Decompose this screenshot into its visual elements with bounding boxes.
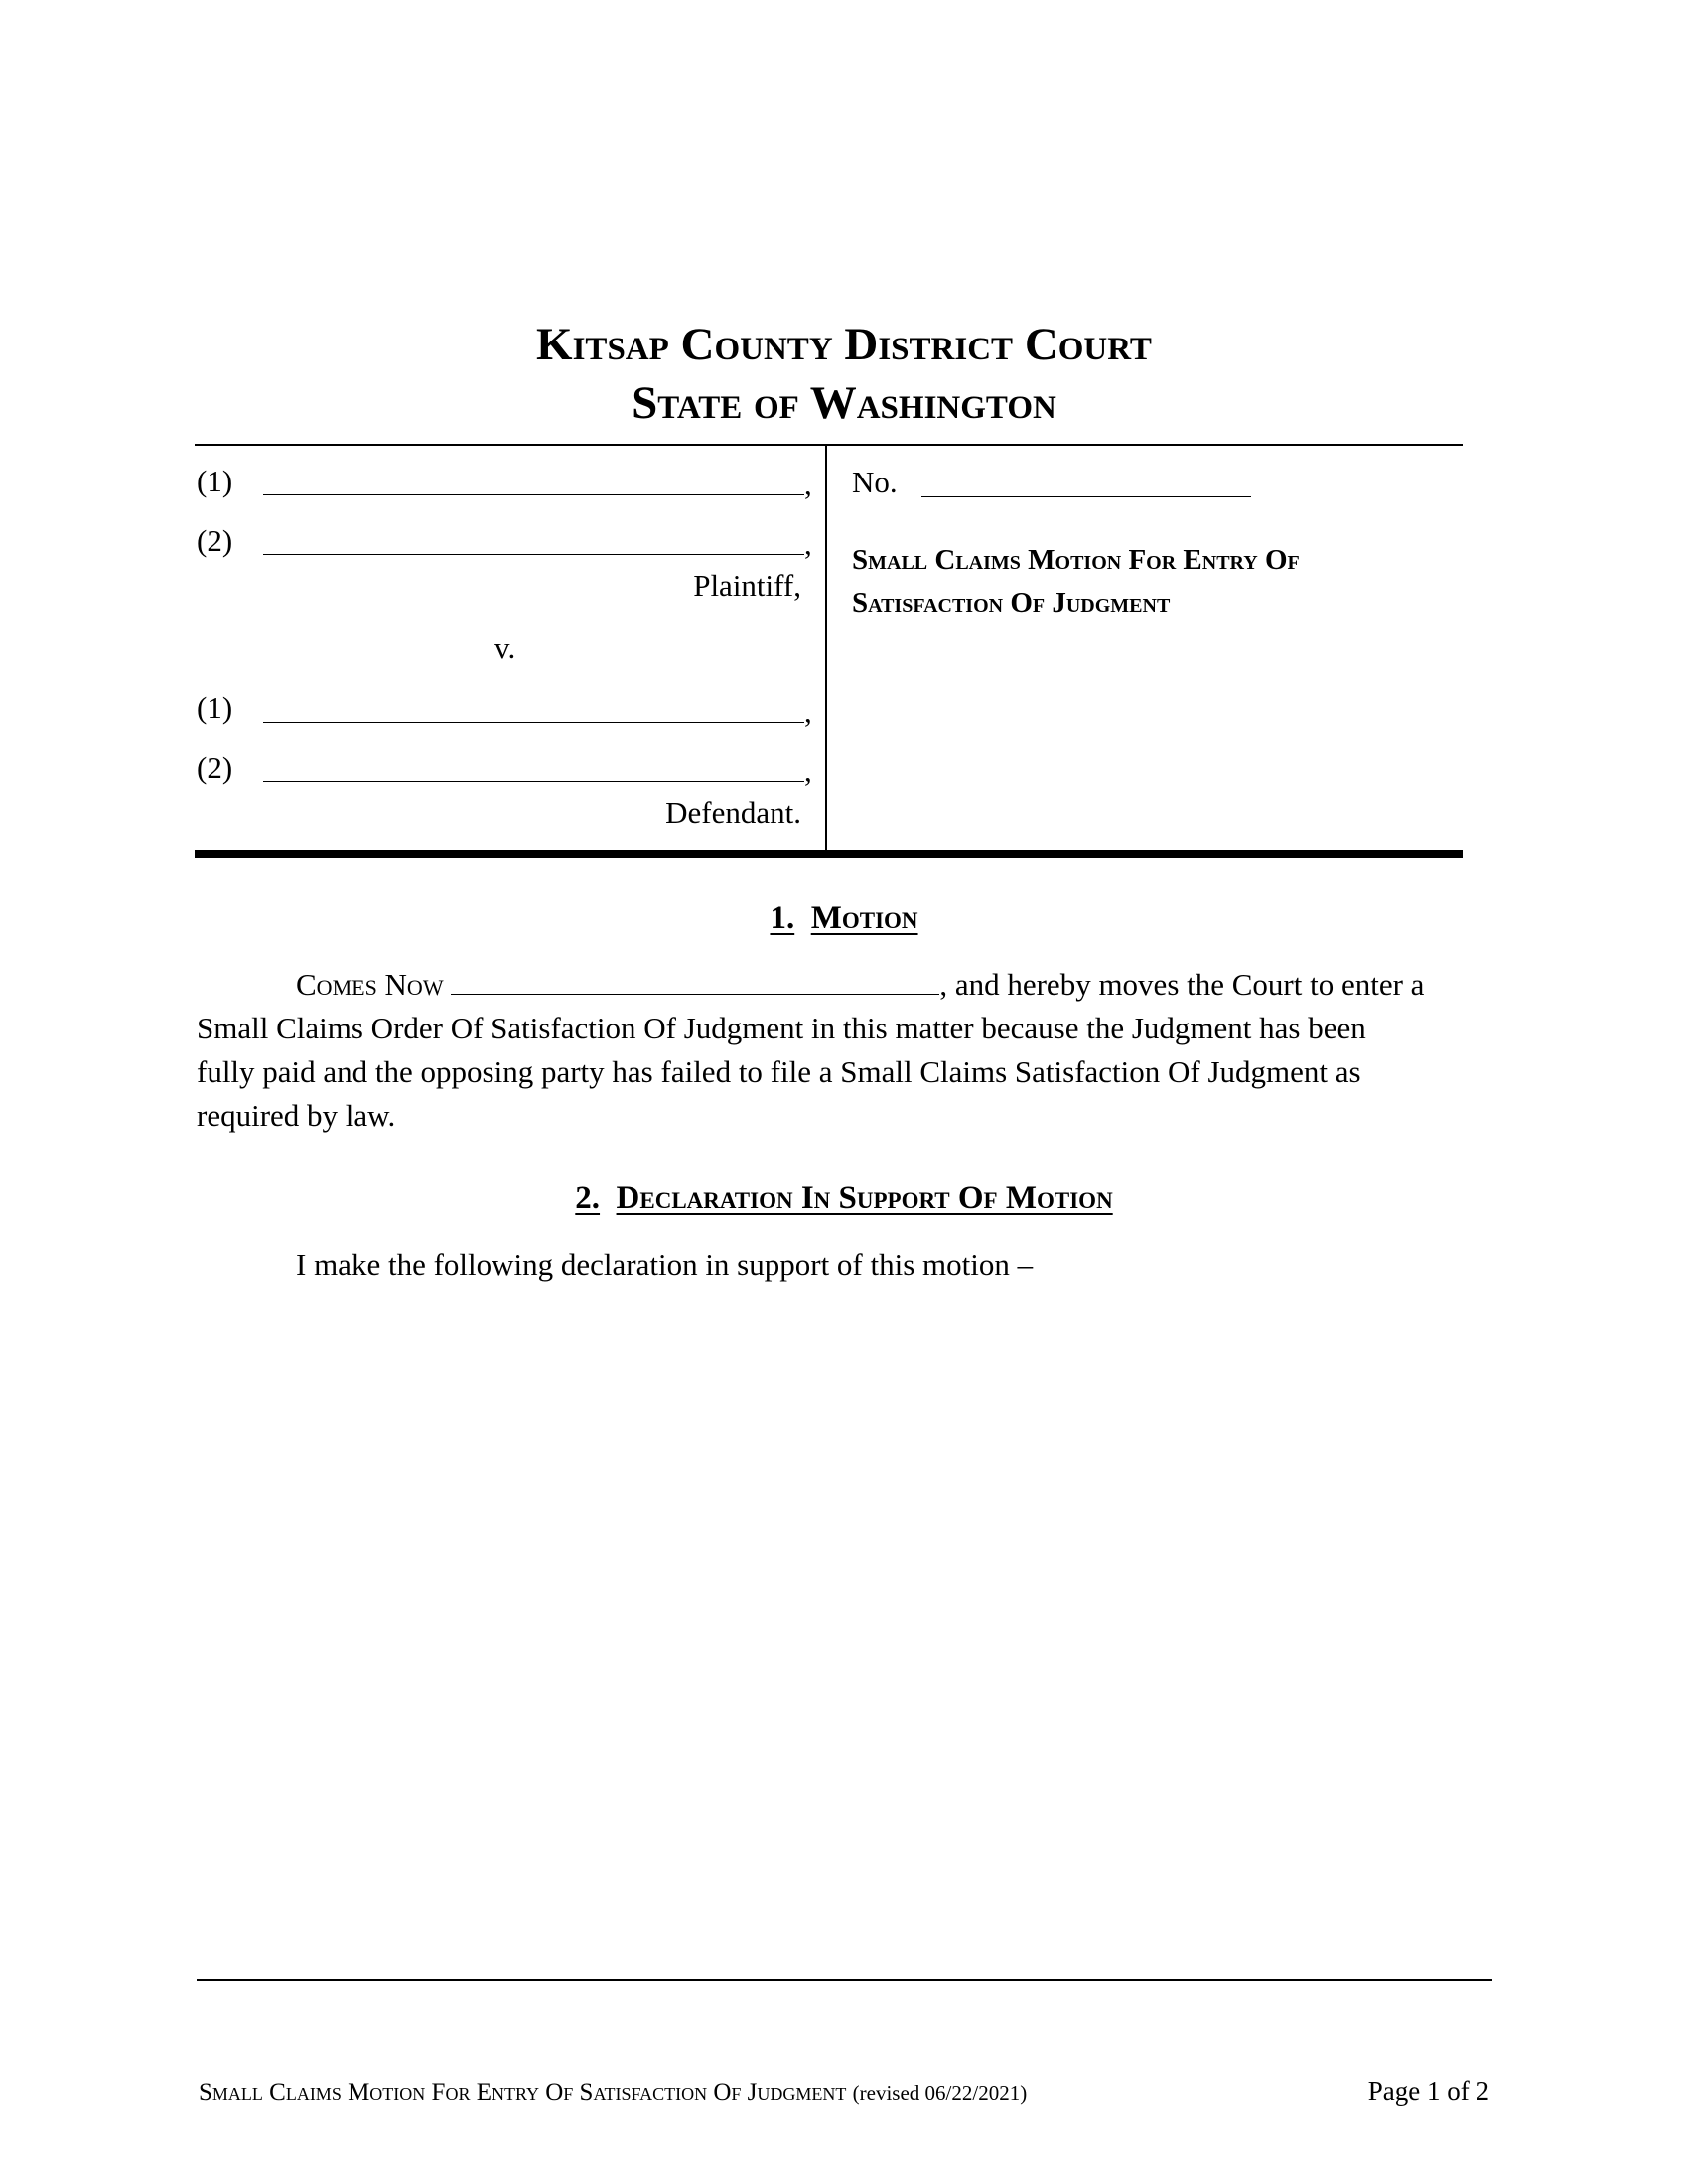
motion-line-2: Small Claims Order Of Satisfaction Of Judgment in this matter because the Judgment has been — [197, 1011, 1366, 1045]
court-name: Kitsap County District Court — [536, 319, 1152, 370]
defendant-1-name-field[interactable] — [263, 722, 804, 723]
defendant-2-comma: , — [804, 753, 812, 788]
motion-line-1-rest: , and hereby moves the Court to enter a — [939, 967, 1425, 1002]
motion-line-3: fully paid and the opposing party has failed to file a Small Claims Satisfaction Of Judgment as — [197, 1054, 1361, 1089]
case-number-field[interactable] — [921, 496, 1251, 497]
defendant-1-number: (1) — [197, 690, 233, 725]
plaintiff-2-name-field[interactable] — [263, 554, 804, 555]
section-2-title: Declaration In Support Of Motion — [616, 1180, 1113, 1216]
motion-line-4: required by law. — [197, 1098, 396, 1133]
court-state: State of Washington — [632, 377, 1056, 429]
section-2-heading — [0, 1178, 1688, 1218]
section-1-heading — [0, 898, 1688, 938]
document-title-line-2: Satisfaction Of Judgment — [852, 587, 1171, 618]
comes-now-text: Comes Now — [296, 967, 444, 1002]
plaintiff-1-number: (1) — [197, 464, 233, 498]
plaintiff-1-name-field[interactable] — [263, 494, 804, 495]
plaintiff-2-number: (2) — [197, 523, 233, 558]
movant-name-field[interactable] — [451, 964, 939, 995]
section-2-number: 2. — [575, 1180, 601, 1216]
footer-title-text: Small Claims Motion For Entry Of Satisfaction Of Judgment — [199, 2079, 847, 2106]
plaintiff-label: Plaintiff, — [693, 568, 801, 603]
plaintiff-2-comma: , — [804, 526, 812, 561]
section-1-title: Motion — [810, 900, 918, 936]
section-1-number: 1. — [770, 900, 795, 936]
footer-rule — [197, 1979, 1492, 1981]
caption-top-rule — [195, 444, 1463, 446]
declaration-intro: I make the following declaration in support of this motion – — [296, 1247, 1034, 1282]
footer-document-title — [199, 2078, 1027, 2108]
defendant-2-name-field[interactable] — [263, 781, 804, 782]
caption-bottom-rule — [195, 850, 1463, 858]
document-title-line-1: Small Claims Motion For Entry Of — [852, 544, 1300, 576]
caption-divider — [825, 444, 827, 851]
defendant-2-number: (2) — [197, 751, 233, 785]
footer-revised-date: (revised 06/22/2021) — [852, 2081, 1028, 2105]
plaintiff-1-comma: , — [804, 467, 812, 501]
versus-label: v. — [494, 630, 516, 665]
motion-line-1 — [296, 963, 1424, 1007]
defendant-1-comma: , — [804, 694, 812, 729]
defendant-label: Defendant. — [665, 795, 801, 830]
footer-page-number: Page 1 of 2 — [1367, 2076, 1489, 2106]
case-number-label: No. — [852, 465, 898, 499]
